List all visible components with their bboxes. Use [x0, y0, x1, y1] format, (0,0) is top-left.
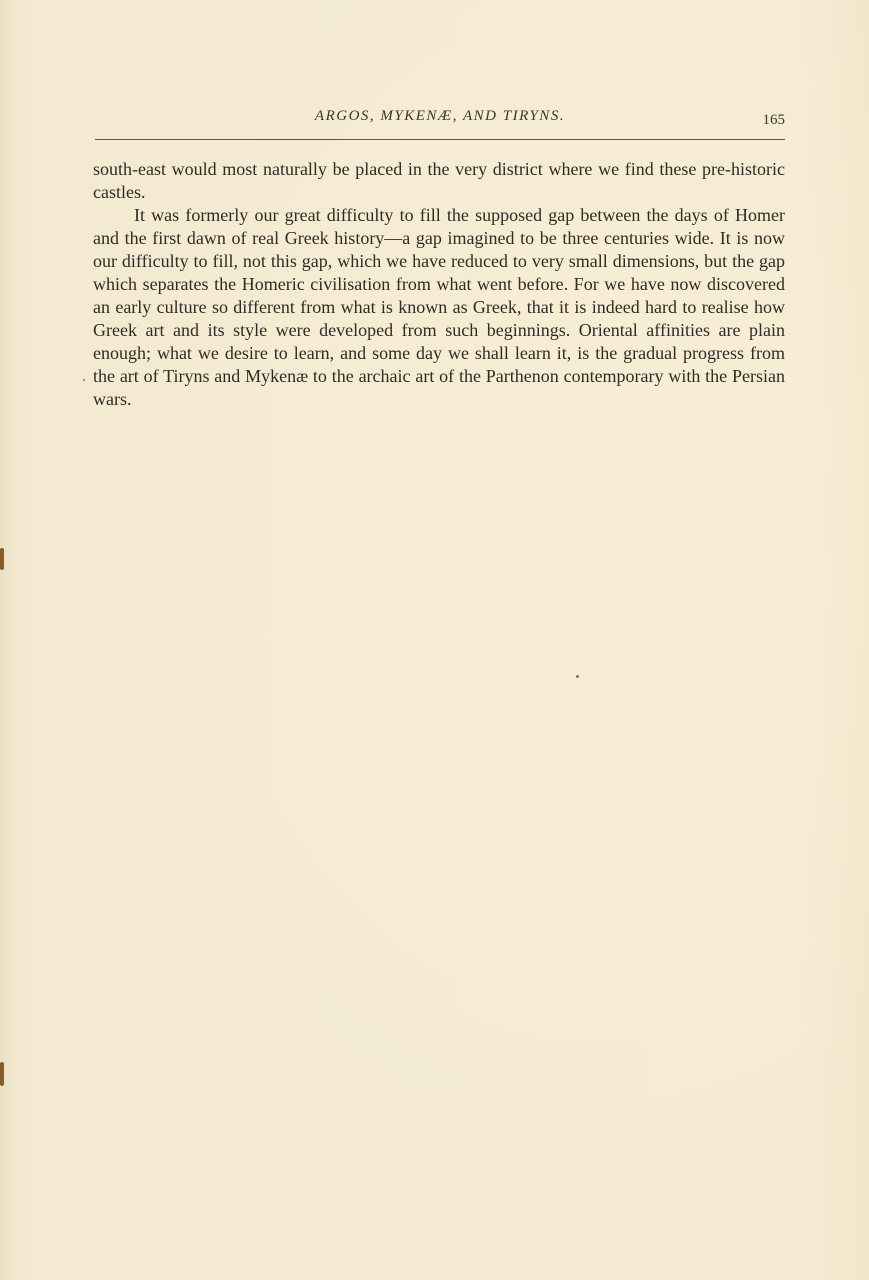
- header-rule: [95, 139, 785, 140]
- paragraph: south-east would most naturally be placed in the very district where we find these pre-historic castles.: [93, 159, 785, 202]
- page-number: 165: [762, 112, 785, 128]
- paragraph: It was formerly our great difficulty to fill the supposed gap between the days of Homer and the first dawn of real Greek history—a gap imagined to be three centuries wide. It is now our difficulty to fill, not this gap, which we have reduced to very small dimensions, but the gap which separates the Homeric civilisation from what went before. For we have now discovered an early culture so different from what is known as Greek, that it is indeed hard to realise how Greek art and its style were developed from such beginnings. Oriental affinities are plain enough; what we desire to learn, and some day we shall learn it, is the gradual progress from the art of Tiryns and Mykenæ to the archaic art of the Parthenon contemporary with the Persian wars.: [93, 205, 785, 409]
- paper-speck: [83, 379, 85, 381]
- paper-speck: [576, 675, 579, 678]
- page-edge-mark: [0, 1062, 4, 1086]
- page-edge-mark: [0, 548, 4, 570]
- body-text: [93, 158, 785, 411]
- running-head: [95, 108, 785, 132]
- running-title: ARGOS, MYKENÆ, AND TIRYNS.: [314, 108, 566, 124]
